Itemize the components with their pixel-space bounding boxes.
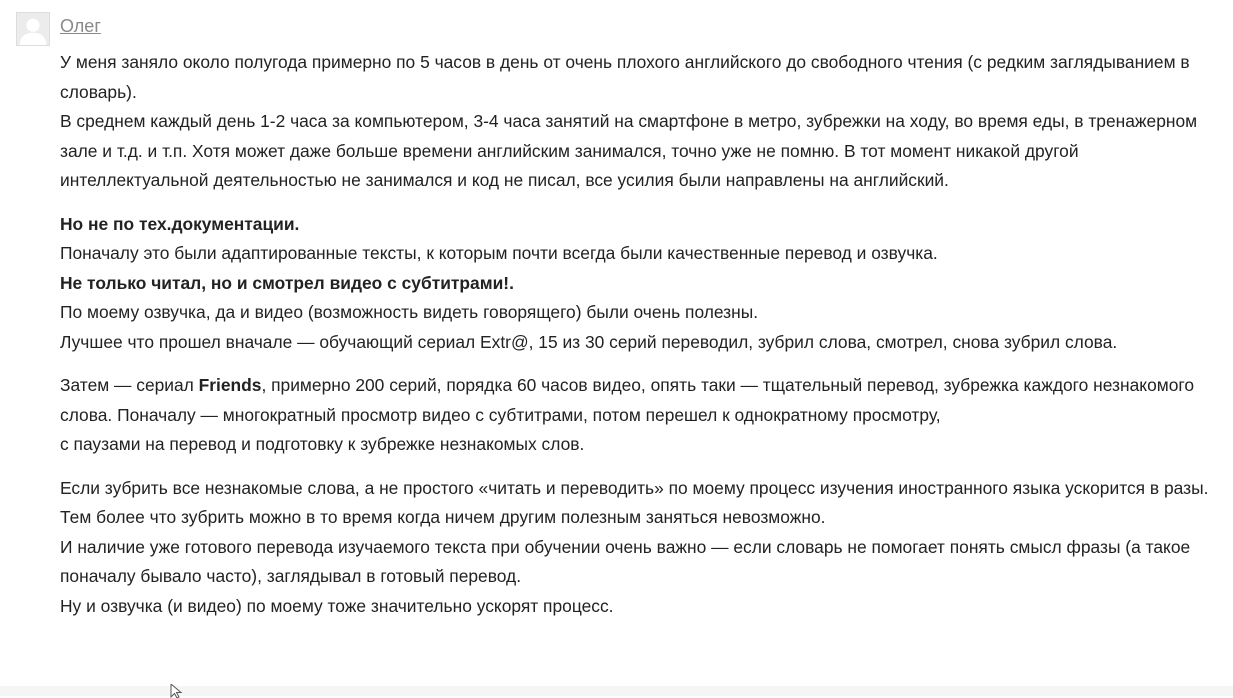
comment-line: У меня заняло около полугода примерно по 5 часов в день от очень плохого английского до свободного чтения (с редким заглядыванием в словарь). bbox=[60, 52, 1190, 102]
comment-line: Лучшее что прошел вначале — обучающий сериал Extr@, 15 из 30 серий переводил, зубрил слова, смотрел, снова зубрил слова. bbox=[60, 331, 1118, 352]
comment-text: Затем — сериал bbox=[60, 375, 199, 395]
comment-line: Поначалу это были адаптированные тексты, к которым почти всегда были качественные перевод и озвучка. bbox=[60, 243, 938, 263]
comment-paragraph bbox=[60, 48, 1210, 196]
comment-line: И наличие уже готового перевода изучаемого текста при обучении очень важно — если словарь не помогает понять смысл фразы (а такое поначалу бывало часто), заглядывал в готовый перевод. bbox=[60, 536, 1191, 586]
bottom-edge bbox=[0, 686, 1233, 696]
comment-line: В среднем каждый день 1-2 часа за компьютером, 3-4 часа занятий на смартфоне в метро, зубрежки на ходу, во время еды, в тренажерном зале и т.д. и т.п. Хотя может даже больше времени английским занимался, точно уже не помню. В тот момент никакой другой интеллектуальной деятельностью не занимался и код не писал, все усилия были направлены на английский. bbox=[60, 111, 1198, 190]
comment-paragraph bbox=[60, 371, 1210, 460]
comment-bold-line: Но не по тех.документации. bbox=[60, 213, 300, 234]
comment-body bbox=[60, 48, 1210, 621]
comment-author-link[interactable]: Олег bbox=[60, 16, 101, 36]
comment-paragraph bbox=[60, 210, 1210, 358]
comment-line: с паузами на перевод и подготовку к зубрежке незнакомых слов. bbox=[60, 434, 585, 454]
comment-bold-word: Friends bbox=[198, 375, 262, 395]
comment-bold-line: Не только читал, но и смотрел видео с субтитрами!. bbox=[60, 272, 514, 293]
comment-line: По моему озвучка, да и видео (возможность видеть говорящего) были очень полезны. bbox=[60, 302, 759, 322]
avatar[interactable] bbox=[16, 12, 50, 46]
comment-line: Тем более что зубрить можно в то время когда ничем другим полезным заняться невозможно. bbox=[60, 507, 826, 527]
default-user-avatar-icon bbox=[17, 13, 49, 45]
comment-line: Если зубрить все незнакомые слова, а не простого «читать и переводить» по моему процесс изучения иностранного языка ускорится в разы. bbox=[60, 477, 1209, 498]
comment-paragraph bbox=[60, 474, 1210, 622]
comment-line: Ну и озвучка (и видео) по моему тоже значительно ускорят процесс. bbox=[60, 595, 614, 616]
comment-text: , примерно 200 серий, порядка 60 часов видео, опять таки — тщательный перевод, зубрежка каждого незнакомого слова. Поначалу — многократный просмотр видео с субтитрами, потом перешел к однократному просмотру, bbox=[60, 375, 1194, 425]
